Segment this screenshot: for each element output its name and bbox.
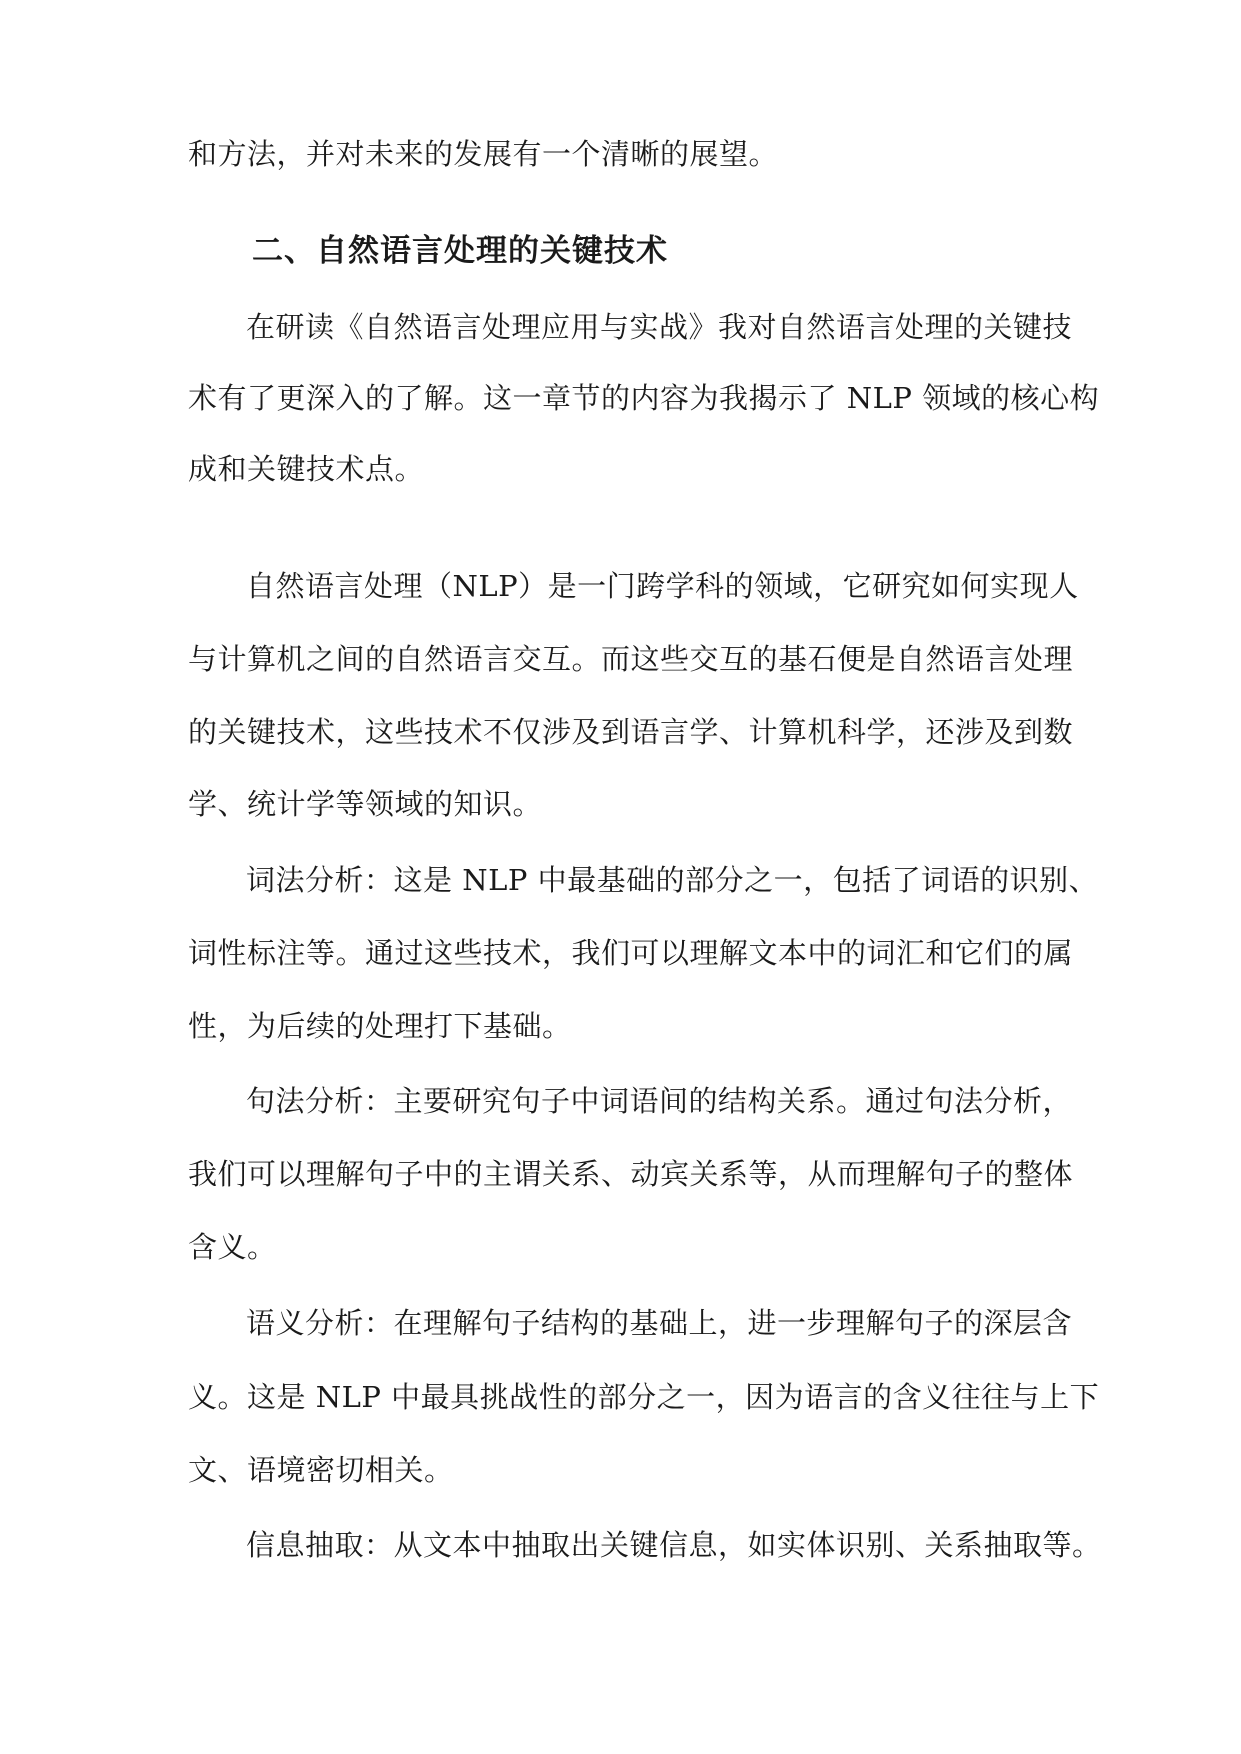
paragraph-line: 术有了更深入的了解。这一章节的内容为我揭示了 NLP 领域的核心构 [188,381,1100,415]
paragraph-line: 义。这是 NLP 中最具挑战性的部分之一，因为语言的含义往往与上下 [188,1380,1100,1414]
paragraph-line: 词性标注等。通过这些技术，我们可以理解文本中的词汇和它们的属 [188,936,1074,970]
intro-tail-line: 和方法，并对未来的发展有一个清晰的展望。 [188,137,779,171]
section-heading: 二、自然语言处理的关键技术 [252,233,668,269]
paragraph-line: 的关键技术，这些技术不仅涉及到语言学、计算机科学，还涉及到数 [188,715,1074,749]
paragraph-line: 信息抽取：从文本中抽取出关键信息，如实体识别、关系抽取等。 [246,1528,1102,1562]
paragraph-line: 在研读《自然语言处理应用与实战》我对自然语言处理的关键技 [246,310,1073,344]
paragraph-line: 词法分析：这是 NLP 中最基础的部分之一，包括了词语的识别、 [246,863,1099,897]
paragraph-line: 成和关键技术点。 [188,452,425,486]
paragraph-line: 与计算机之间的自然语言交互。而这些交互的基石便是自然语言处理 [188,642,1074,676]
paragraph-line: 我们可以理解句子中的主谓关系、动宾关系等，从而理解句子的整体 [188,1157,1074,1191]
paragraph-line: 含义。 [188,1230,277,1264]
paragraph-line: 文、语境密切相关。 [188,1453,454,1487]
paragraph-line: 自然语言处理（NLP）是一门跨学科的领域，它研究如何实现人 [246,569,1079,603]
paragraph-line: 学、统计学等领域的知识。 [188,787,543,821]
paragraph-line: 句法分析：主要研究句子中词语间的结构关系。通过句法分析， [246,1084,1073,1118]
paragraph-line: 性，为后续的处理打下基础。 [188,1009,572,1043]
paragraph-line: 语义分析：在理解句子结构的基础上，进一步理解句子的深层含 [246,1306,1073,1340]
